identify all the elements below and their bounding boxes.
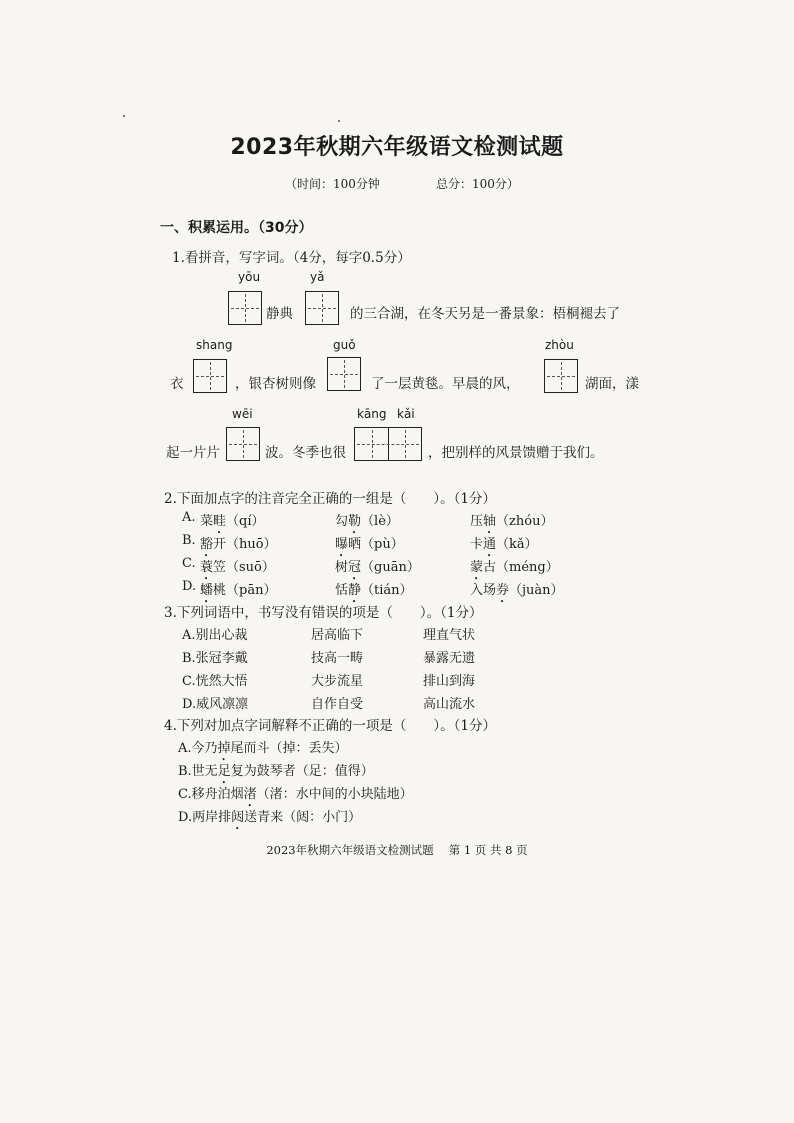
option-item: B.张冠李戴 [182, 651, 248, 666]
option-letter: C. [182, 556, 196, 571]
option-text: （渚：水中间的小块陆地） [256, 787, 413, 802]
dotted-char: 闼 [231, 810, 245, 825]
dotted-char: 勒 [348, 514, 362, 529]
option-item [470, 579, 564, 606]
question-3-stem: 3.下列词语中，书写没有错误的项是（ ）。（1分） [164, 605, 483, 621]
pinyin-shang: shang [196, 338, 233, 352]
dotted-char: 蓑 [200, 560, 214, 575]
q1-text: 起一片片 [166, 445, 220, 461]
option-text: 树 [335, 560, 349, 575]
option-letter: A. [182, 510, 196, 525]
dotted-char: 曝 [335, 537, 349, 552]
option-text: D.两岸排 [178, 810, 232, 825]
pinyin-kai: kǎi [397, 407, 415, 421]
answer-box-shang[interactable] [193, 359, 227, 393]
answer-box-ya[interactable] [305, 291, 339, 325]
option-item: 排山到海 [423, 674, 476, 689]
option-item: 高山流水 [423, 697, 476, 712]
option-item: 暴露无遗 [423, 651, 476, 666]
option-letter: D. [182, 579, 197, 594]
option-item: 自作自受 [311, 697, 364, 712]
option-text: 送青来（闼：小门） [244, 810, 362, 825]
option-item: 理直气状 [423, 628, 476, 643]
section-heading: 一、积累运用。（30分） [160, 220, 313, 236]
q1-text: 波。冬季也很 [265, 445, 346, 461]
option-text: （tián） [361, 583, 413, 598]
pinyin-guo: guǒ [333, 338, 356, 352]
dotted-char: 通 [483, 537, 497, 552]
answer-box-wei[interactable] [226, 427, 260, 461]
answer-box-guo[interactable] [327, 357, 361, 391]
option-text: （qí） [226, 514, 265, 529]
pinyin-you: yōu [238, 270, 261, 284]
dotted-char: 掉 [217, 741, 231, 756]
answer-box-zhou[interactable] [544, 359, 578, 393]
option-text: 笠（suō） [213, 560, 275, 575]
pinyin-ya: yǎ [310, 270, 325, 284]
page-footer: 2023年秋期六年级语文检测试题 第 1 页 共 8 页 [266, 843, 528, 857]
option-text: 桃（pān） [213, 583, 277, 598]
q1-text: 了一层黄毯。早晨的风， [371, 376, 520, 392]
option-item [178, 806, 361, 833]
option-text: 复为鼓琴者（足：值得） [230, 764, 374, 779]
option-text: 菜 [200, 514, 214, 529]
option-item: 大步流星 [311, 674, 364, 689]
q1-text: 湖面，漾 [585, 376, 639, 392]
dotted-char: 券 [496, 583, 510, 598]
option-text: 古（méng） [483, 560, 559, 575]
question-4-stem: 4.下列对加点字词解释不正确的一项是（ ）。（1分） [164, 718, 496, 734]
total-score-info: 总分：100分） [436, 177, 519, 191]
q1-text: ，银杏树则像 [235, 376, 316, 392]
dotted-char: 静 [348, 583, 362, 598]
option-text: （juàn） [509, 583, 564, 598]
option-text: 勾 [335, 514, 349, 529]
option-text: 尾而斗（掉：丢失） [230, 741, 348, 756]
option-text: （guān） [361, 560, 420, 575]
pinyin-kang: kāng [357, 407, 387, 421]
question-2-stem: 2.下面加点字的注音完全正确的一组是（ ）。（1分） [164, 491, 496, 507]
dotted-char: 轴 [483, 514, 497, 529]
option-text: 压 [470, 514, 484, 529]
q1-text: ，把别样的风景馈赠于我们。 [428, 445, 604, 461]
option-letter: B. [182, 533, 196, 548]
scan-speck [123, 115, 125, 117]
dotted-char: 蟠 [200, 583, 214, 598]
answer-box-you[interactable] [228, 291, 262, 325]
option-item: 居高临下 [311, 628, 364, 643]
option-text: 卡 [470, 537, 484, 552]
q1-text: 衣 [170, 376, 184, 392]
pinyin-wei: wēi [232, 407, 253, 421]
dotted-char: 足 [217, 764, 231, 779]
dotted-char: 豁 [200, 537, 214, 552]
option-text: B.世无 [178, 764, 218, 779]
time-info: （时间：100分钟 [285, 177, 380, 191]
option-text: 恬 [335, 583, 349, 598]
dotted-char: 渚 [243, 787, 257, 802]
option-item: C.恍然大悟 [182, 674, 248, 689]
scan-speck [338, 120, 340, 122]
option-item: 技高一畴 [311, 651, 364, 666]
option-text: （zhóu） [496, 514, 554, 529]
option-text: （kǎ） [496, 537, 538, 552]
page-title: 2023年秋期六年级语文检测试题 [230, 135, 564, 160]
question-1-stem: 1.看拼音，写字词。（4分，每字0.5分） [172, 250, 411, 266]
q1-text: 静典 [266, 306, 293, 322]
dotted-char: 畦 [213, 514, 227, 529]
dotted-char: 蒙 [470, 560, 484, 575]
option-text: C.移舟泊烟 [178, 787, 244, 802]
option-item: A.别出心裁 [182, 628, 248, 643]
dotted-char: 冠 [348, 560, 362, 575]
answer-box-kangkai[interactable] [354, 427, 422, 461]
option-text: 晒（pù） [348, 537, 404, 552]
q1-text: 的三合湖，在冬天另是一番景象：梧桐褪去了 [350, 306, 620, 322]
option-text: （lè） [361, 514, 399, 529]
option-text: 开（huō） [213, 537, 277, 552]
option-text: A.今乃 [178, 741, 218, 756]
pinyin-zhou: zhòu [545, 338, 574, 352]
option-text: 入场 [470, 583, 497, 598]
option-item: D.威风凛凛 [182, 697, 249, 712]
